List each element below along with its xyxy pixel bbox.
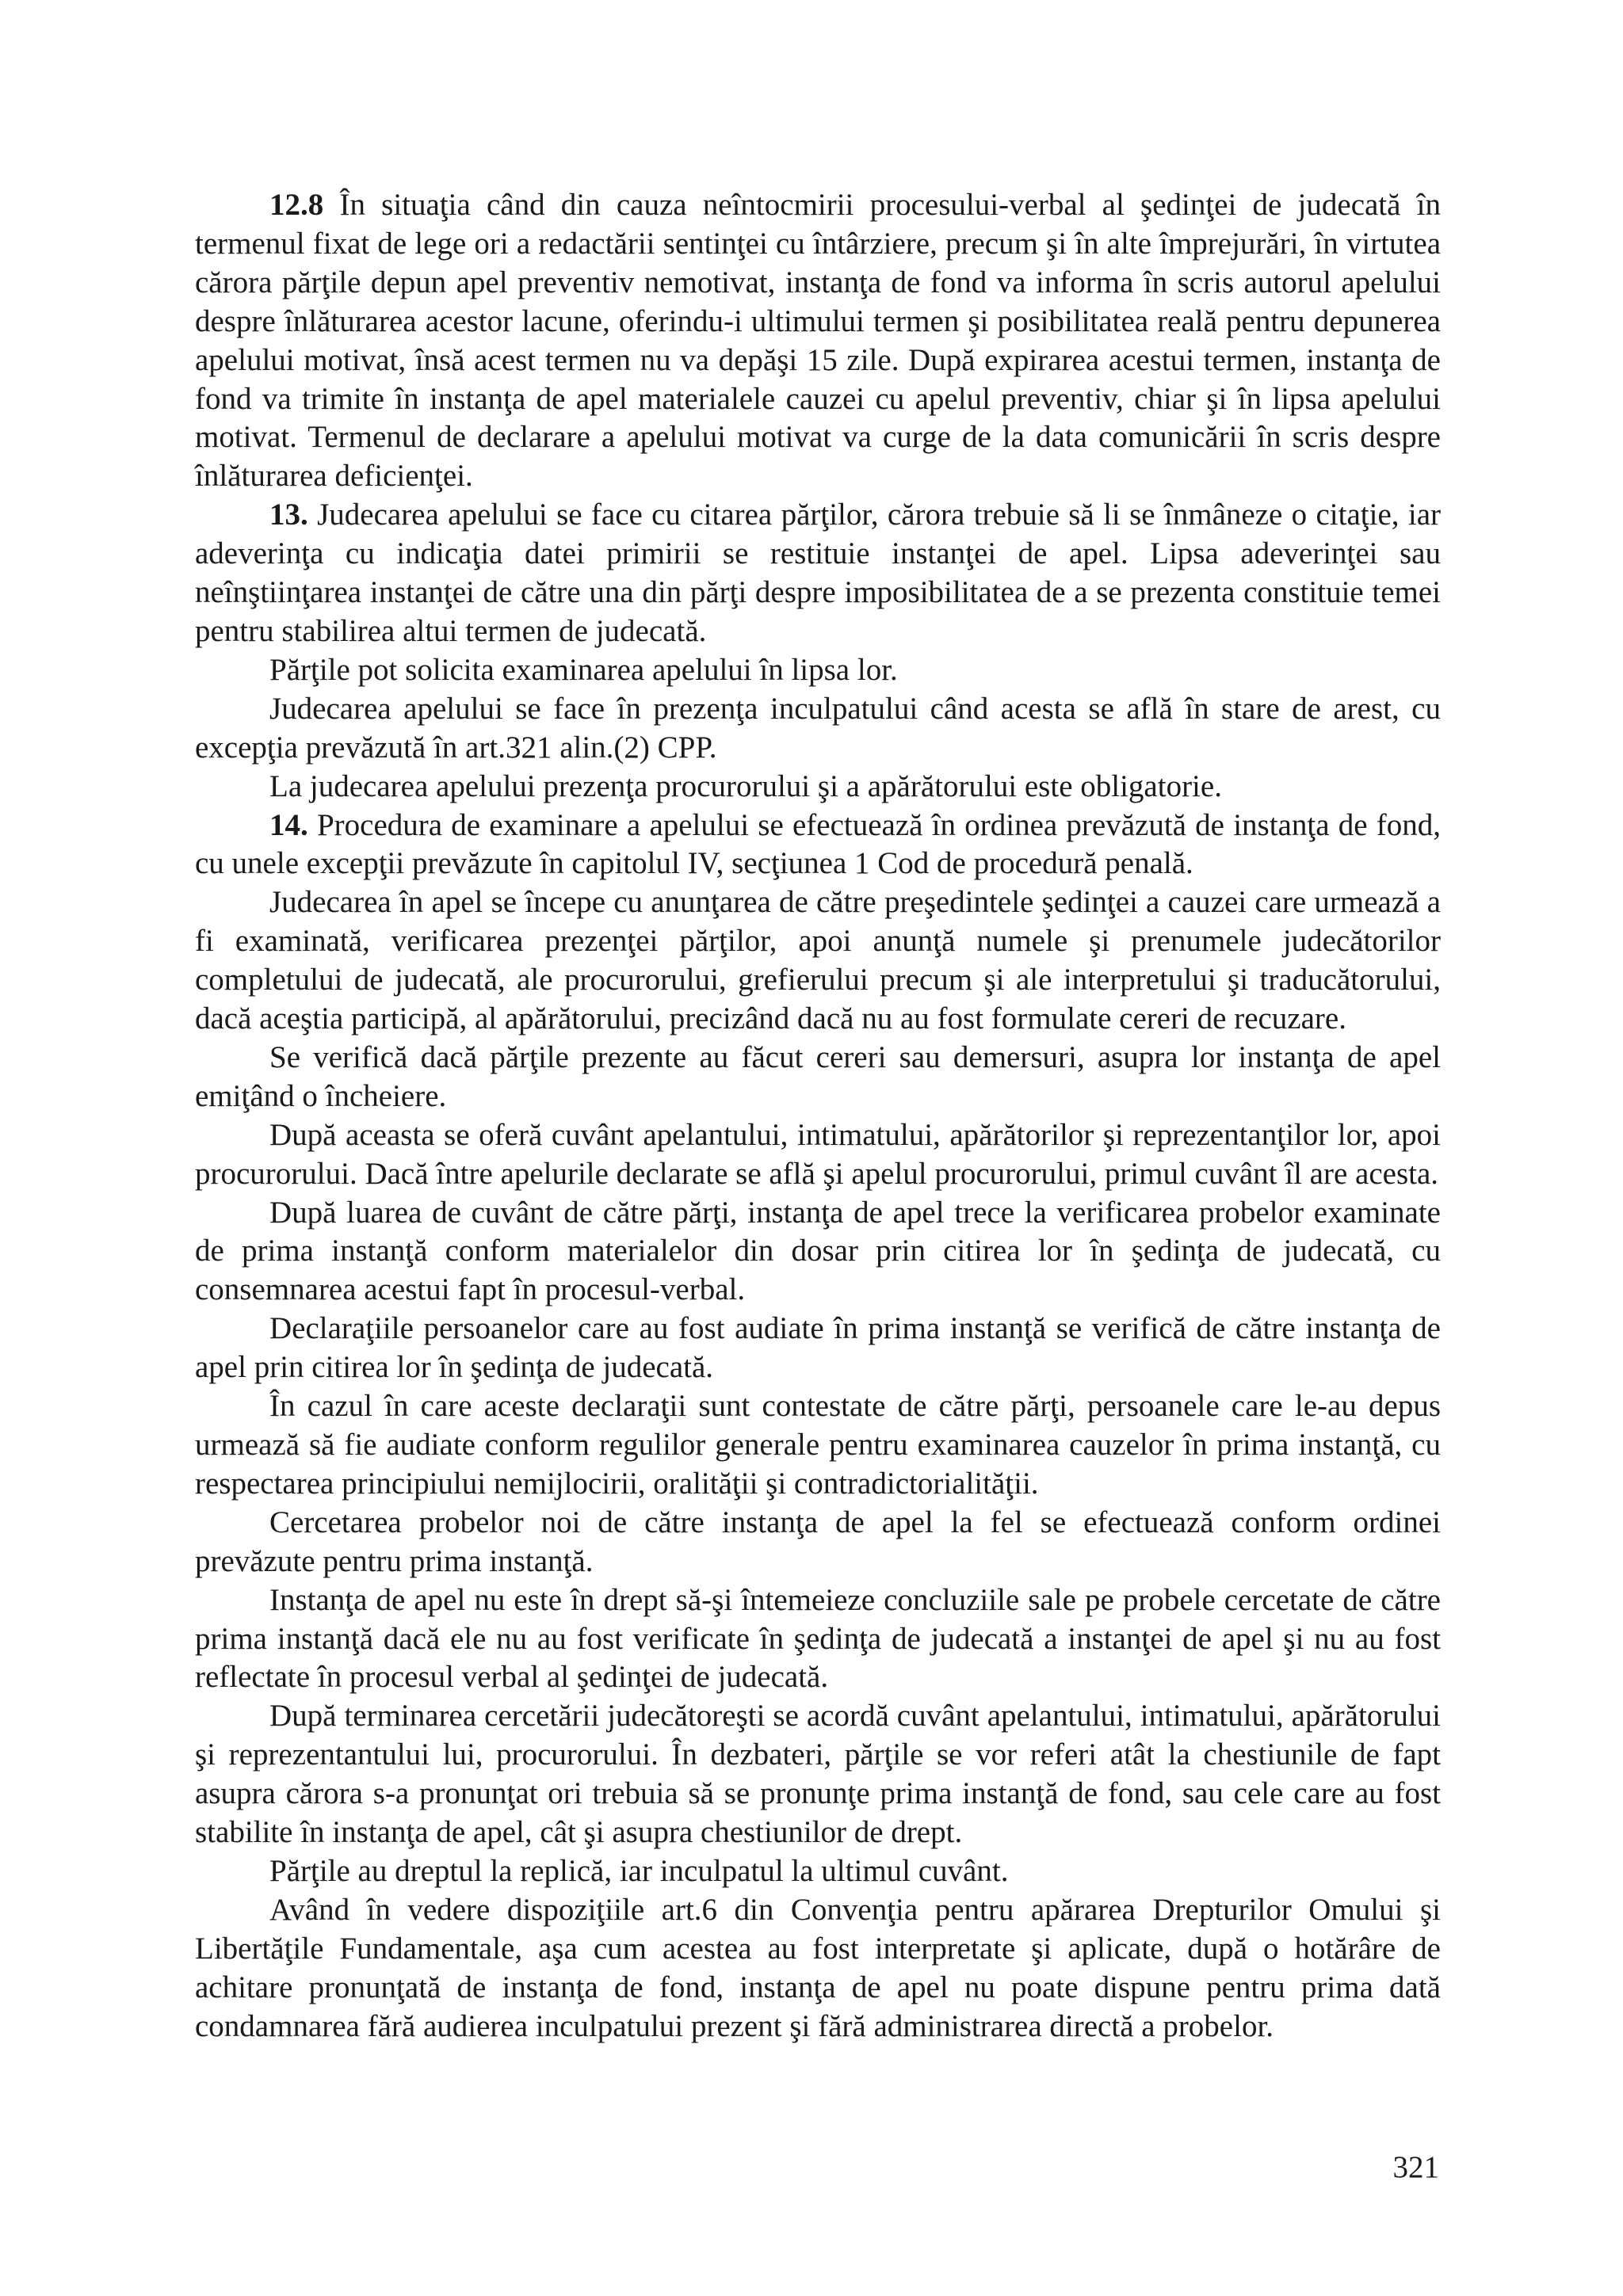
paragraph-text: După terminarea cercetării judecătoreşti se acordă cuvânt apelantului, intimatului, apărătorului şi reprezentantului lui, procurorului. În dezbateri, părţile se vor referi atât la chestiunile de fapt asupra cărora s-a pronunţat ori trebuia să se pronunţe prima instanţă de fond, sau cele care au fost stabilite în instanţa de apel, cât şi asupra chestiunilor de drept. [195,1699,1441,1850]
paragraph-text: Cercetarea probelor noi de către instanţa de apel la fel se efectuează conform ordinei prevăzute pentru prima instanţă. [195,1505,1441,1578]
paragraph-text: În cazul în care aceste declaraţii sunt contestate de către părţi, persoanele care le-au depus urmează să fie audiate conform regulilor generale pentru examinarea cauzelor în prima instanţă, cu respectarea principiului nemijlocirii, oralităţii şi contradictorialităţii. [195,1389,1441,1501]
paragraph-text: Judecarea apelului se face în prezenţa inculpatului când acesta se află în stare de arest, cu excepţia prevăzută în art.321 alin.(2) CPP. [195,691,1441,765]
paragraph [195,1116,1441,1194]
paragraph [195,1581,1441,1698]
paragraph-text: Părţile pot solicita examinarea apelului în lipsa lor. [269,652,898,687]
paragraph-text: În situaţia când din cauza neîntocmirii procesului-verbal al şedinţei de judecată în termenul fixat de lege ori a redactării sentinţei cu întârziere, precum şi în alte împrejurări, în virtutea cărora părţile depun apel preventiv nemotivat, instanţa de fond va informa în scris autorul apelului despre înlăturarea acestor lacune, oferindu-i ultimului termen şi posibilitatea reală pentru depunerea apelului motivat, însă acest termen nu va depăşi 15 zile. După expirarea acestui termen, instanţa de fond va trimite în instanţa de apel materialele cauzei cu apelul preventiv, chiar şi în lipsa apelului motivat. Termenul de declarare a apelului motivat va curge de la data comunicării în scris despre înlăturarea deficienţei. [195,188,1441,494]
paragraph-text: Judecarea apelului se face cu citarea părţilor, cărora trebuie să li se înmâneze o citaţie, iar adeverinţa cu indicaţia datei primirii se restituie instanţei de apel. Lipsa adeverinţei sau neînştiinţarea instanţei de către una din părţi despre imposibilitatea de a se prezenta constituie temei pentru stabilirea altui termen de judecată. [195,498,1441,648]
page-number: 321 [1392,2150,1439,2184]
paragraph [195,1039,1441,1116]
paragraph-13 [195,496,1441,651]
paragraph [195,1504,1441,1581]
paragraph [195,768,1441,807]
paragraph [195,1310,1441,1387]
paragraph-text: După aceasta se oferă cuvânt apelantului, intimatului, apărătorilor şi reprezentanţilor lor, apoi procurorului. Dacă între apelurile declarate se află şi apelul procurorului, primul cuvânt îl are acesta. [195,1117,1441,1191]
paragraph [195,1194,1441,1310]
paragraph-text: Părţile au dreptul la replică, iar inculpatul la ultimul cuvânt. [269,1853,1009,1888]
paragraph-14 [195,807,1441,884]
paragraph [195,1891,1441,2046]
paragraph-12-8 [195,186,1441,496]
paragraph-text: Având în vedere dispoziţiile art.6 din Convenţia pentru apărarea Drepturilor Omului şi Libertăţile Fundamentale, aşa cum acestea au fost interpretate şi aplicate, după o hotărâre de achitare pronunţată de instanţa de fond, instanţa de apel nu poate dispune pentru prima dată condamnarea fără audierea inculpatului prezent şi fără administrarea directă a probelor. [195,1892,1441,2043]
paragraph [195,1852,1441,1891]
paragraph [195,651,1441,690]
paragraph-text: La judecarea apelului prezenţa procurorului şi a apărătorului este obligatorie. [269,769,1222,803]
paragraph-text: Judecarea în apel se începe cu anunţarea de către preşedintele şedinţei a cauzei care urmează a fi examinată, verificarea prezenţei părţilor, apoi anunţă numele şi prenumele judecătorilor completului de judecată, ale procurorului, grefierului precum şi ale interpretului şi traducătorului, dacă aceştia participă, al apărătorului, precizând dacă nu au fost formulate cereri de recuzare. [195,885,1441,1036]
paragraph-text: Instanţa de apel nu este în drept să-şi întemeieze concluziile sale pe probele cercetate de către prima instanţă dacă ele nu au fost verificate în şedinţa de judecată a instanţei de apel şi nu au fost reflectate în procesul verbal al şedinţei de judecată. [195,1582,1441,1695]
paragraph [195,690,1441,768]
paragraph-text: Se verifică dacă părţile prezente au făcut cereri sau demersuri, asupra lor instanţa de apel emiţând o încheiere. [195,1039,1441,1113]
document-body [195,186,1441,2046]
paragraph-text: După luarea de cuvânt de către părţi, instanţa de apel trece la verificarea probelor examinate de prima instanţă conform materialelor din dosar prin citirea lor în şedinţa de judecată, cu consemnarea acestui fapt în procesul-verbal. [195,1195,1441,1307]
paragraph [195,1697,1441,1852]
paragraph-number: 14. [269,807,308,842]
paragraph [195,1387,1441,1504]
paragraph-text: Procedura de examinare a apelului se efectuează în ordinea prevăzută de instanţa de fond, cu unele excepţii prevăzute în capitolul IV, secţiunea 1 Cod de procedură penală. [195,807,1441,881]
paragraph-text: Declaraţiile persoanelor care au fost audiate în prima instanţă se verifică de către instanţa de apel prin citirea lor în şedinţa de judecată. [195,1311,1441,1385]
paragraph-number: 13. [269,498,308,532]
paragraph-number: 12.8 [269,188,324,222]
paragraph [195,883,1441,1039]
